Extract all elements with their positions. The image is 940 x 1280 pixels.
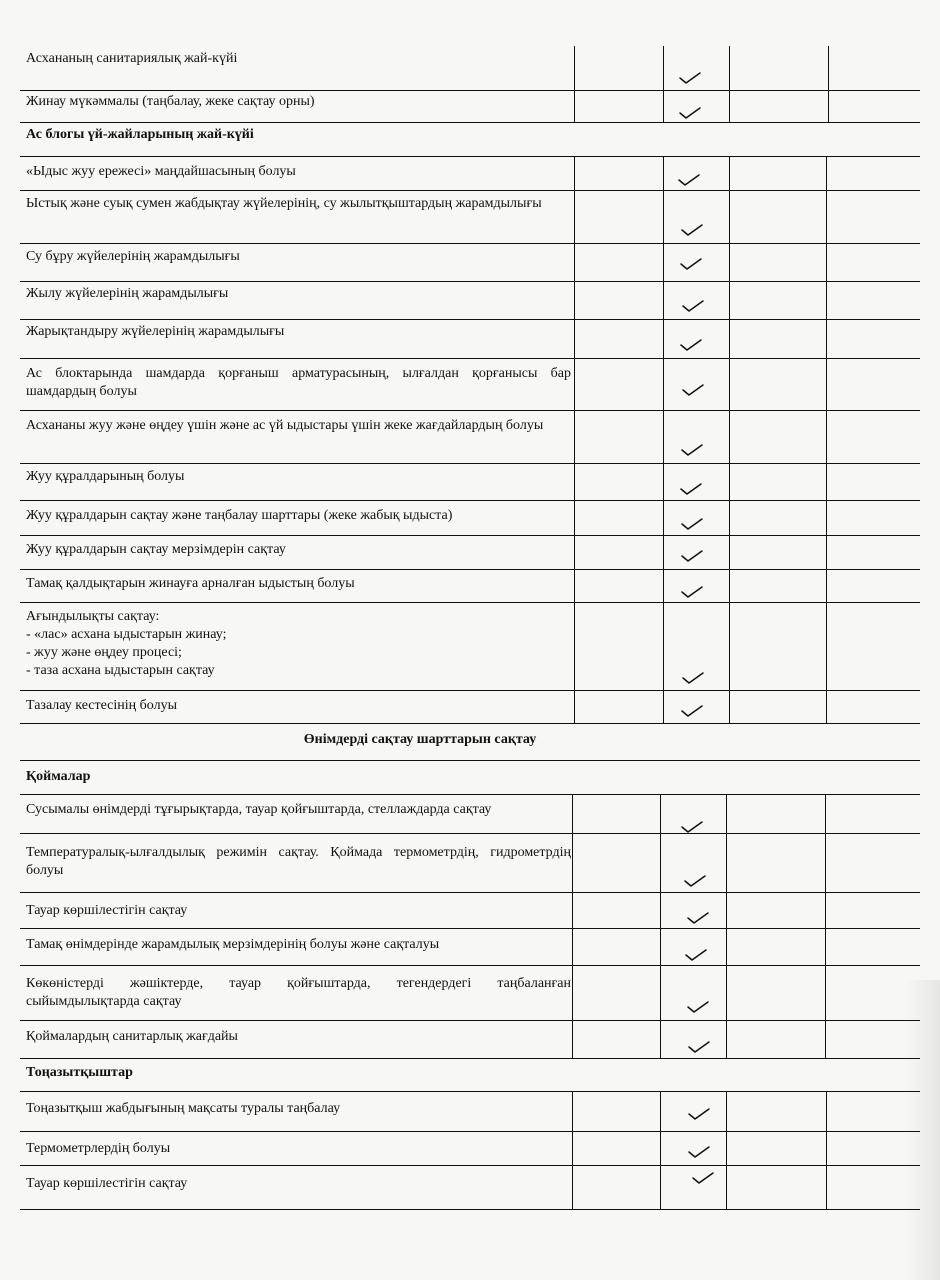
checkmark-icon — [687, 1000, 709, 1014]
table-row-label: Жуу құралдарын сақтау мерзімдерін сақтау — [26, 542, 286, 557]
column-divider — [663, 156, 664, 723]
checkmark-icon — [681, 820, 703, 834]
column-divider — [729, 46, 730, 90]
row-separator — [20, 760, 920, 761]
row-separator — [20, 892, 920, 893]
checkmark-icon — [692, 1171, 714, 1185]
checkmark-icon — [681, 443, 703, 457]
section-heading: Тоңазытқыштар — [26, 1065, 133, 1080]
checkmark-icon — [682, 671, 704, 685]
table-row-label: «Ыдыс жуу ережесі» маңдайшасының болуы — [26, 164, 296, 179]
column-divider — [574, 90, 575, 122]
row-separator — [20, 156, 920, 157]
table-row-label: Термометрлердің болуы — [26, 1141, 171, 1156]
table-row-label: Жылу жүйелерінің жарамдылығы — [26, 286, 229, 301]
subitem: - жуу және өңдеу процесі; — [26, 645, 182, 660]
row-separator — [20, 122, 920, 123]
table-row-label: Тауар көршілестігін сақтау — [26, 1176, 188, 1191]
table-row-label: Тауар көршілестігін сақтау — [26, 903, 188, 918]
checkmark-icon — [682, 383, 704, 397]
row-separator — [20, 463, 920, 464]
table-row-label: Температуралық-ылғалдылық режимін сақтау. Қоймада термометрдің, гидрометрдің болуы — [26, 845, 571, 878]
column-divider — [729, 156, 730, 723]
table-row-label: Жинау мүкәммалы (таңбалау, жеке сақтау орны) — [26, 94, 315, 109]
row-separator — [20, 90, 920, 91]
row-separator — [20, 410, 920, 411]
table-row-label: Асхананың санитариялық жай-күйі — [26, 51, 238, 66]
table-row-label: Көкөністерді жәшіктерде, тауар қойғыштарда, тегендердегі таңбаланған сыйымдылықтарда сақтау — [26, 976, 571, 1009]
row-separator — [20, 1131, 920, 1132]
column-divider — [828, 90, 829, 122]
column-divider — [572, 1091, 573, 1209]
row-separator — [20, 500, 920, 501]
checkmark-icon — [688, 1040, 710, 1054]
table-row-label: Сусымалы өнімдерді тұғырықтарда, тауар қойғыштарда, стеллаждарда сақтау — [26, 802, 492, 817]
table-row-label: Ас блоктарында шамдарда қорғаныш арматурасының, ылғалдан қорғанысы бар шамдардың болуы — [26, 366, 571, 399]
row-separator — [20, 602, 920, 603]
column-divider — [826, 1091, 827, 1209]
checkmark-icon — [678, 173, 700, 187]
row-separator — [20, 535, 920, 536]
section-heading: Ас блогы үй-жайларының жай-күйі — [26, 127, 254, 142]
table-row-label-multi — [26, 608, 571, 680]
column-divider — [726, 1091, 727, 1209]
centered-section-title: Өнімдерді сақтау шарттарын сақтау — [303, 732, 537, 747]
row-separator — [20, 190, 920, 191]
table-row-label: Тазалау кестесінің болуы — [26, 698, 177, 713]
row-separator — [20, 723, 920, 724]
column-divider — [574, 46, 575, 90]
row-separator — [20, 281, 920, 282]
column-divider — [660, 1091, 661, 1209]
table-row-label: Қоймалардың санитарлық жағдайы — [26, 1029, 238, 1044]
row-separator — [20, 690, 920, 691]
row-separator — [20, 1058, 920, 1059]
column-divider — [663, 90, 664, 122]
checkmark-icon — [688, 1145, 710, 1159]
checkmark-icon — [687, 911, 709, 925]
checkmark-icon — [679, 106, 701, 120]
table-row-label: Жарықтандыру жүйелерінің жарамдылығы — [26, 324, 285, 339]
table-row-label: Тоңазытқыш жабдығының мақсаты туралы таңбалау — [26, 1101, 341, 1116]
table-row-label: Асхананы жуу және өңдеу үшін және ас үй ыдыстары үшін жеке жағдайлардың болуы — [26, 418, 544, 433]
row-separator — [20, 794, 920, 795]
subitem: - «лас» асхана ыдыстарын жинау; — [26, 627, 227, 642]
row-separator — [20, 1165, 920, 1166]
checkmark-icon — [685, 948, 707, 962]
column-divider — [574, 156, 575, 723]
checkmark-icon — [680, 338, 702, 352]
table-row-label: Жуу құралдарын сақтау және таңбалау шарттары (жеке жабық ыдыста) — [26, 508, 453, 523]
checkmark-icon — [681, 585, 703, 599]
checkmark-icon — [680, 482, 702, 496]
row-separator — [20, 358, 920, 359]
checkmark-icon — [684, 874, 706, 888]
row-separator — [20, 1091, 920, 1092]
table-row-label: Ыстық және суық сумен жабдықтау жүйелерінің, су жылытқыштардың жарамдылығы — [26, 196, 542, 211]
row-separator — [20, 965, 920, 966]
column-divider — [826, 156, 827, 723]
row-separator — [20, 319, 920, 320]
row-separator — [20, 243, 920, 244]
row-separator — [20, 833, 920, 834]
checkmark-icon — [679, 71, 701, 85]
checkmark-icon — [681, 704, 703, 718]
subitem: - таза асхана ыдыстарын сақтау — [26, 663, 215, 678]
table-row-label: Жуу құралдарының болуы — [26, 469, 185, 484]
checkmark-icon — [682, 299, 704, 313]
checkmark-icon — [681, 223, 703, 237]
checkmark-icon — [681, 549, 703, 563]
table-row-label: Су бұру жүйелерінің жарамдылығы — [26, 249, 240, 264]
checkmark-icon — [680, 257, 702, 271]
row-separator — [20, 1209, 920, 1210]
table-row-label: Тамақ қалдықтарын жинауға арналған ыдыстың болуы — [26, 576, 355, 591]
row-separator — [20, 928, 920, 929]
page-edge-shadow — [906, 980, 940, 1280]
column-divider — [663, 46, 664, 90]
checkmark-icon — [681, 517, 703, 531]
row-separator — [20, 569, 920, 570]
row-separator — [20, 1020, 920, 1021]
section-heading: Қоймалар — [26, 769, 91, 784]
table-row-label: Тамақ өнімдерінде жарамдылық мерзімдерінің болуы және сақталуы — [26, 937, 440, 952]
checkmark-icon — [688, 1107, 710, 1121]
column-divider — [828, 46, 829, 90]
row-title: Ағындылықты сақтау: — [26, 609, 160, 624]
column-divider — [729, 90, 730, 122]
